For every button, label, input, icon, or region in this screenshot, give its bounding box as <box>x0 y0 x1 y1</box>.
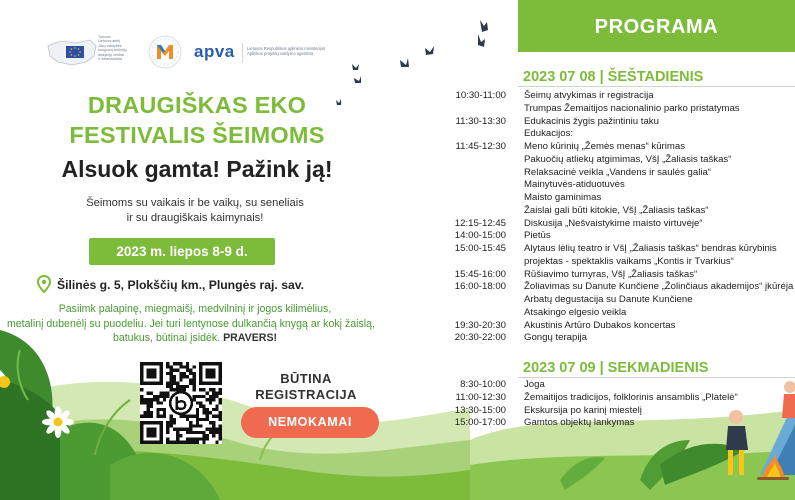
schedule-activity: Trumpas Žemaitijos nacionalinio parko pristatymas <box>524 102 740 114</box>
registration-qr-code[interactable] <box>140 362 222 444</box>
bird-icon <box>400 58 409 67</box>
schedule-activity: Diskusija „Nešvaistykime maisto virtuvėje“ <box>524 217 703 229</box>
schedule-activity: Pietūs <box>524 230 551 242</box>
schedule-time: 15:00-15:45 <box>454 243 506 254</box>
schedule-activity: Pakuočių atliekų atgimimas, VšĮ „Žaliasis taškas“ <box>524 153 732 165</box>
schedule-activity: Edukacinis žygis pažintiniu taku <box>524 115 659 127</box>
schedule-time: 11:00-12:30 <box>455 391 506 403</box>
schedule-activity: Akustinis Artūro Dubakos koncertas <box>524 319 676 331</box>
schedule-activity: Arbatų degustacija su Danute Kunčiene <box>524 294 693 305</box>
schedule-activity: Ekskursija po karinį miestelį <box>524 404 642 416</box>
event-subtitle-line1: Šeimoms su vaikais ir be vaikų, su seneliais <box>86 197 304 209</box>
schedule-activity: Šeimų atvykimas ir registracija <box>524 90 654 101</box>
schedule-time: 20:30-22:00 <box>454 332 506 344</box>
schedule-activity: Alytaus lėlių teatro ir VšĮ „Žaliasis taškas“ bendras kūrybinis <box>524 243 777 254</box>
schedule-activity: Joga <box>524 379 545 390</box>
schedule-activity: Rūšiavimo turnyras, VšĮ „Žaliasis taškas“ <box>524 268 698 280</box>
schedule-activity: Mainytuvės-atiduotuvės <box>524 179 625 191</box>
registration-label-line2: REGISTRACIJA <box>255 387 357 402</box>
schedule-activity: Gongų terapija <box>524 332 587 344</box>
event-title-line1: DRAUGIŠKAS EKO <box>87 92 307 118</box>
schedule-activity: Atsakingo elgesio veikla <box>524 306 627 318</box>
map-logo-text: Turizmo Lietuvos ateitį Jūsų valstybės saugomų teritorijų lankytojų centrai ir infrastruktūra <box>98 35 127 62</box>
schedule-time: 19:30-20:30 <box>454 319 506 331</box>
schedule-activity: Žoliavimas su Danute Kunčiene „Žolinčiaus akademijos“ įkūrėja <box>524 281 794 293</box>
m-emblem-logo <box>147 34 183 70</box>
apva-logo: apva <box>194 42 235 61</box>
bird-icon <box>354 76 361 83</box>
bring-info-line2: metalinį dubenėlį su puodeliu. Jei turi lentynose dulkančią knygą ar kokį žaislą, <box>6 318 375 330</box>
pravers-emphasis: PRAVERS! <box>223 332 278 344</box>
schedule-activity: Edukacijos: <box>524 128 574 140</box>
day1-heading: 2023 07 08 | ŠEŠTADIENIS <box>523 69 704 85</box>
schedule-activity: Gamtos objektų lankymas <box>524 417 635 429</box>
schedule-time: 8:30-10:00 <box>460 379 506 390</box>
event-date: 2023 m. liepos 8-9 d. <box>116 244 248 259</box>
bring-info-line1: Pasiimk palapinę, miegmaišį, medvilninį ir jogos kilimėlius, <box>58 303 332 315</box>
partner-logos <box>46 34 336 74</box>
event-title-line2: FESTIVALIS ŠEIMOMS <box>69 122 325 148</box>
free-registration-label[interactable]: NEMOKAMAI <box>268 415 352 429</box>
registration-label-line1: BŪTINA <box>280 371 332 386</box>
program-title: PROGRAMA <box>594 16 719 38</box>
schedule-time: 11:30-13:30 <box>455 115 506 127</box>
schedule-activity: Maisto gaminimas <box>524 192 602 203</box>
schedule-time: 15:00-17:00 <box>454 417 506 429</box>
program-schedule <box>420 0 795 500</box>
schedule-activity: Žemaitijos tradicijos, folklorinis ansamblis „Platelė“ <box>524 391 738 403</box>
event-address: Šilinės g. 5, Plokščių km., Plungės raj. sav. <box>57 278 305 292</box>
bring-info-line3: batukus, būtinai įsidėk. PRAVERS! <box>112 332 278 344</box>
schedule-time: 13:30-15:00 <box>454 404 506 416</box>
apva-logo-text: Lietuvos Respublikos aplinkos ministerijos Aplinkos projektų valdymo agentūra <box>247 46 326 57</box>
day2-heading: 2023 07 09 | SEKMADIENIS <box>523 360 709 376</box>
bird-icon <box>352 64 359 70</box>
schedule-time: 14:00-15:00 <box>454 230 506 242</box>
schedule-activity: Meno kūrinių „Žemės menas“ kūrimas <box>524 141 686 152</box>
schedule-time: 11:45-12:30 <box>455 141 506 152</box>
schedule-time: 16:00-18:00 <box>454 281 506 293</box>
event-tagline: Alsuok gamta! Pažink ją! <box>61 156 333 182</box>
schedule-activity: Relaksacinė veikla „Vandens ir saulės galia“ <box>524 166 711 178</box>
schedule-time: 12:15-12:45 <box>454 217 506 229</box>
schedule-time: 15:45-16:00 <box>454 268 506 280</box>
event-subtitle-line2: ir su draugiškais kaimynais! <box>126 212 264 224</box>
schedule-time: 10:30-11:00 <box>455 90 506 101</box>
location-pin-icon <box>37 275 51 293</box>
schedule-activity: Žaislai gali būti kitokie, VšĮ „Žaliasis taškas“ <box>524 204 709 216</box>
logo-divider <box>242 43 243 63</box>
schedule-activity: projektas - spektaklis vaikams „Kontis ir Tvarkius“ <box>524 255 734 267</box>
